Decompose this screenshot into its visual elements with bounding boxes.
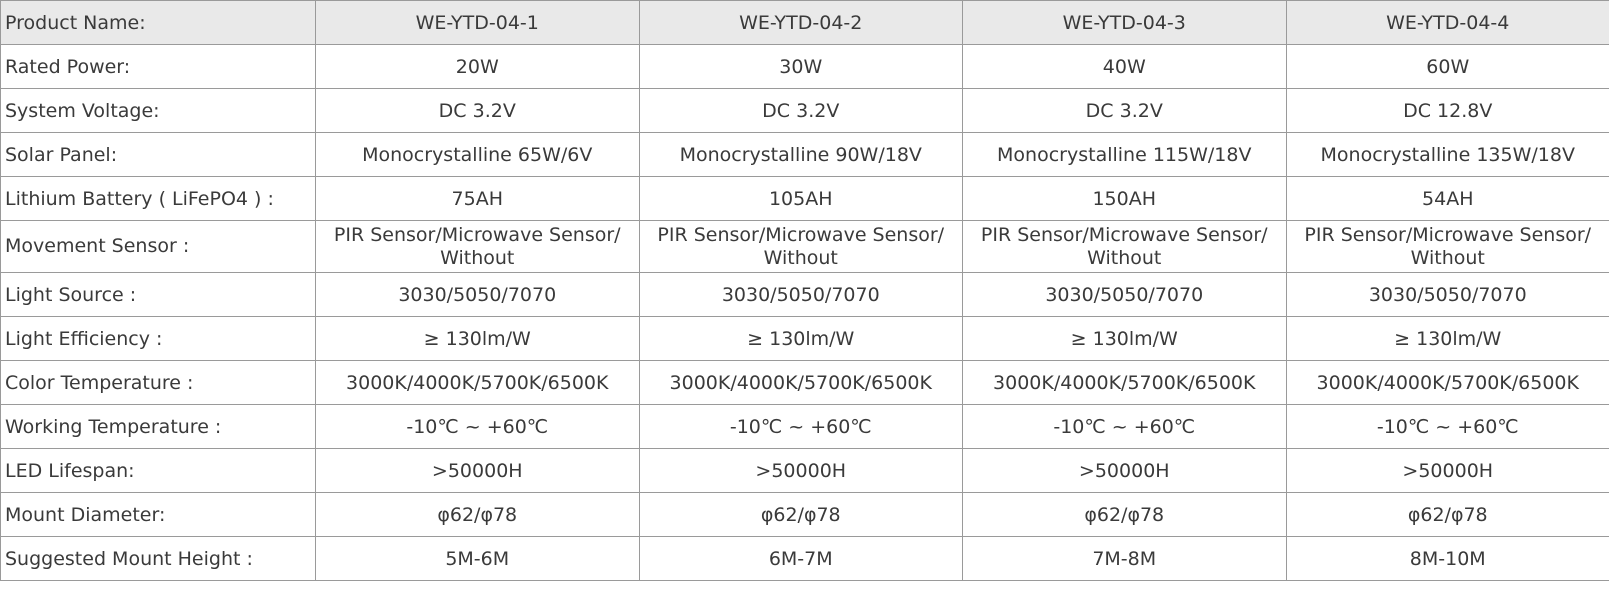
spec-row — [1, 273, 1609, 317]
spec-value-cell: >50000H — [639, 449, 963, 493]
model-name: WE-YTD-04-2 — [639, 1, 963, 45]
spec-value-cell: >50000H — [963, 449, 1287, 493]
spec-value-cell: φ62/φ78 — [316, 493, 640, 537]
spec-value-cell: φ62/φ78 — [639, 493, 963, 537]
spec-row — [1, 405, 1609, 449]
spec-value-cell: DC 3.2V — [963, 89, 1287, 133]
header-row — [1, 1, 1609, 45]
spec-value-cell: 3000K/4000K/5700K/6500K — [963, 361, 1287, 405]
model-name: WE-YTD-04-1 — [316, 1, 640, 45]
spec-row — [1, 317, 1609, 361]
spec-value-cell: ≥ 130lm/W — [963, 317, 1287, 361]
spec-value-cell: 150AH — [963, 177, 1287, 221]
spec-label: Movement Sensor : — [1, 221, 316, 273]
spec-value-cell: -10℃ ~ +60℃ — [639, 405, 963, 449]
spec-value-cell: 54AH — [1286, 177, 1609, 221]
model-name: WE-YTD-04-3 — [963, 1, 1287, 45]
spec-value-cell — [316, 221, 640, 273]
spec-label: Color Temperature : — [1, 361, 316, 405]
spec-value-cell: DC 3.2V — [639, 89, 963, 133]
spec-value-cell: ≥ 130lm/W — [316, 317, 640, 361]
spec-value-line: Without — [1410, 246, 1485, 269]
spec-row — [1, 537, 1609, 581]
spec-value-cell: -10℃ ~ +60℃ — [963, 405, 1287, 449]
spec-value-cell: 40W — [963, 45, 1287, 89]
spec-label: Mount Diameter: — [1, 493, 316, 537]
header-label: Product Name: — [1, 1, 316, 45]
spec-value-line: PIR Sensor/Microwave Sensor/ — [657, 223, 945, 246]
spec-row — [1, 221, 1609, 273]
spec-value-cell: 3000K/4000K/5700K/6500K — [316, 361, 640, 405]
spec-value-line: PIR Sensor/Microwave Sensor/ — [980, 223, 1268, 246]
spec-label: Light Source : — [1, 273, 316, 317]
spec-row — [1, 493, 1609, 537]
spec-value-cell — [639, 221, 963, 273]
spec-value-cell: 75AH — [316, 177, 640, 221]
spec-value-cell: 5M-6M — [316, 537, 640, 581]
spec-value-cell: 60W — [1286, 45, 1609, 89]
spec-value-cell: 3030/5050/7070 — [963, 273, 1287, 317]
spec-value-cell: 3030/5050/7070 — [316, 273, 640, 317]
spec-value-cell: 3000K/4000K/5700K/6500K — [639, 361, 963, 405]
spec-label: Rated Power: — [1, 45, 316, 89]
spec-value-line: Without — [763, 246, 838, 269]
spec-label: Solar Panel: — [1, 133, 316, 177]
spec-value-cell: 7M-8M — [963, 537, 1287, 581]
spec-row — [1, 89, 1609, 133]
spec-label: Lithium Battery ( LiFePO4 ) : — [1, 177, 316, 221]
spec-row — [1, 177, 1609, 221]
spec-value-cell: φ62/φ78 — [1286, 493, 1609, 537]
spec-row — [1, 133, 1609, 177]
spec-value-cell: Monocrystalline 115W/18V — [963, 133, 1287, 177]
spec-value-cell: ≥ 130lm/W — [1286, 317, 1609, 361]
spec-value-cell: φ62/φ78 — [963, 493, 1287, 537]
spec-value-cell: >50000H — [316, 449, 640, 493]
spec-value-cell: 6M-7M — [639, 537, 963, 581]
spec-value-line: Without — [440, 246, 515, 269]
spec-row — [1, 449, 1609, 493]
spec-value-cell: 3030/5050/7070 — [1286, 273, 1609, 317]
spec-label: System Voltage: — [1, 89, 316, 133]
spec-value-cell: 30W — [639, 45, 963, 89]
spec-value-cell: DC 3.2V — [316, 89, 640, 133]
spec-value-cell: 20W — [316, 45, 640, 89]
spec-label: Suggested Mount Height : — [1, 537, 316, 581]
spec-row — [1, 45, 1609, 89]
spec-value-cell: Monocrystalline 65W/6V — [316, 133, 640, 177]
spec-value-line: PIR Sensor/Microwave Sensor/ — [333, 223, 621, 246]
spec-label: Light Efficiency : — [1, 317, 316, 361]
spec-label: Working Temperature : — [1, 405, 316, 449]
spec-value-line: Without — [1087, 246, 1162, 269]
spec-value-cell — [963, 221, 1287, 273]
spec-value-line: PIR Sensor/Microwave Sensor/ — [1304, 223, 1592, 246]
spec-value-cell: -10℃ ~ +60℃ — [1286, 405, 1609, 449]
spec-value-cell: ≥ 130lm/W — [639, 317, 963, 361]
spec-value-cell: 3030/5050/7070 — [639, 273, 963, 317]
spec-value-cell: >50000H — [1286, 449, 1609, 493]
spec-table-body — [1, 1, 1609, 581]
spec-value-cell — [1286, 221, 1609, 273]
spec-value-cell: -10℃ ~ +60℃ — [316, 405, 640, 449]
spec-row — [1, 361, 1609, 405]
model-name: WE-YTD-04-4 — [1286, 1, 1609, 45]
spec-value-cell: 8M-10M — [1286, 537, 1609, 581]
spec-value-cell: DC 12.8V — [1286, 89, 1609, 133]
spec-label: LED Lifespan: — [1, 449, 316, 493]
spec-value-cell: 3000K/4000K/5700K/6500K — [1286, 361, 1609, 405]
spec-value-cell: Monocrystalline 135W/18V — [1286, 133, 1609, 177]
spec-value-cell: Monocrystalline 90W/18V — [639, 133, 963, 177]
spec-value-cell: 105AH — [639, 177, 963, 221]
